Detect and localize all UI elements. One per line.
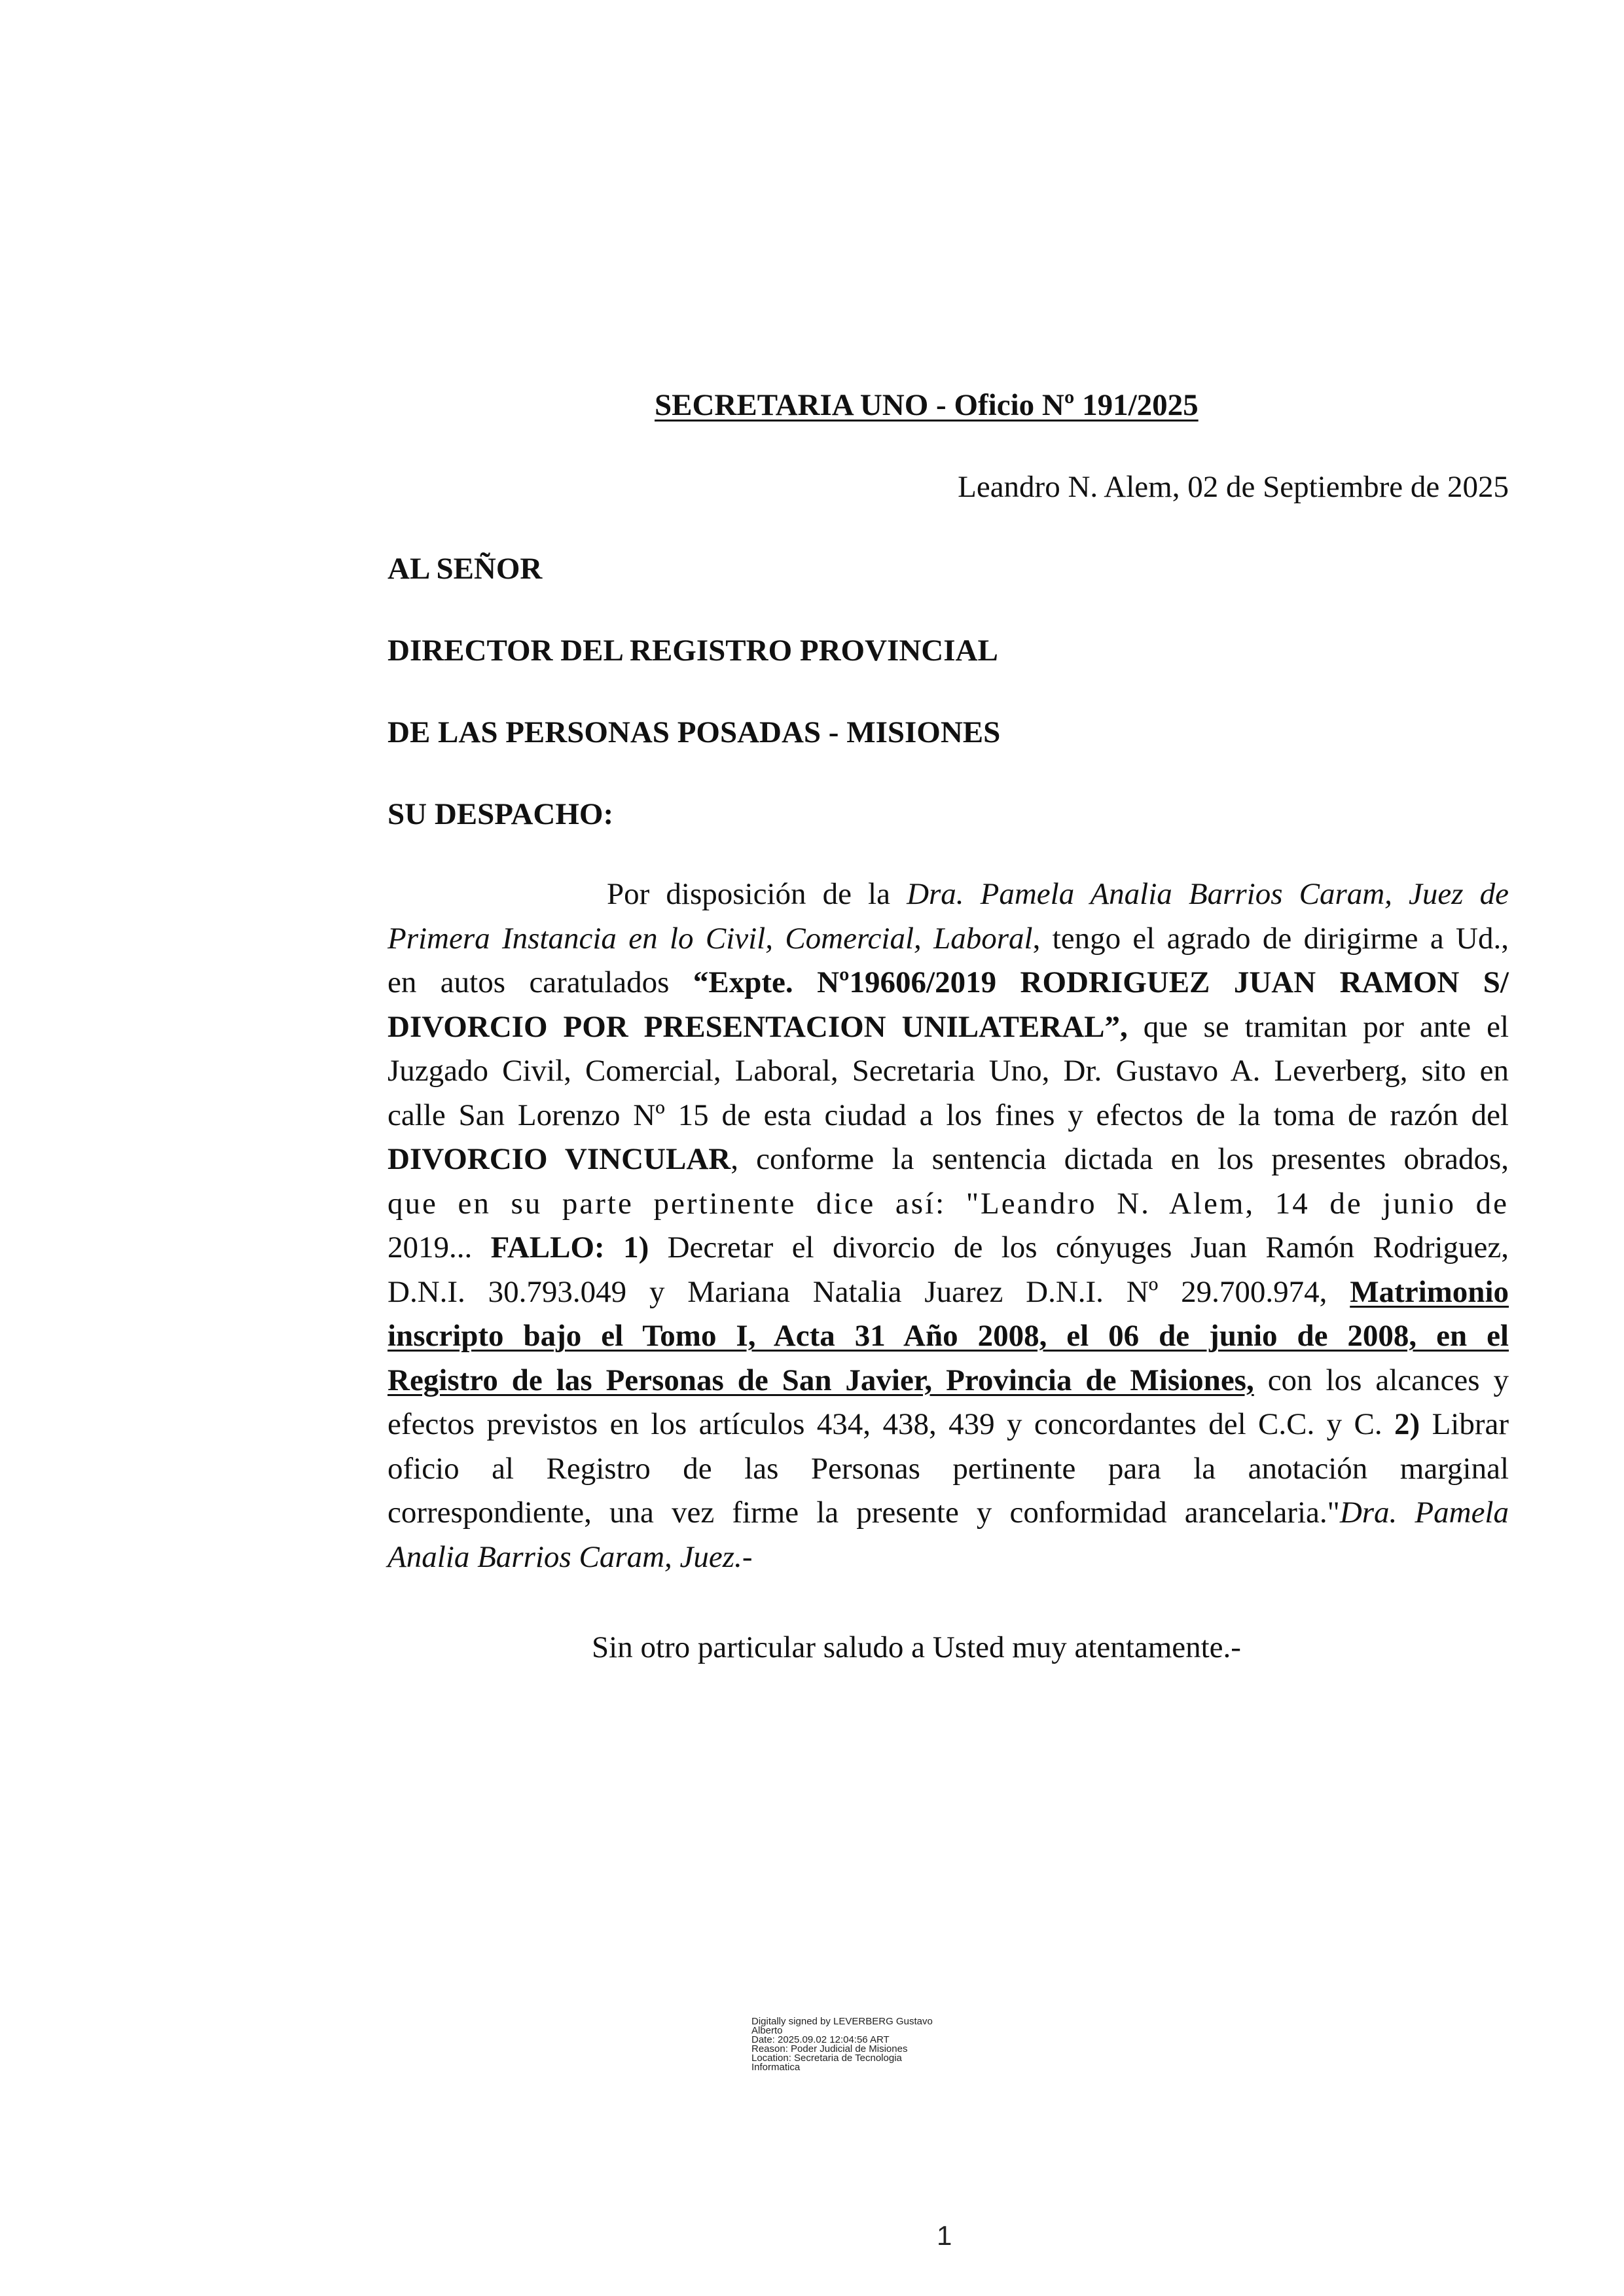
body-line: Primera Instancia en lo Civil, Comercial, Laboral, tengo el agrado de dirigirme a Ud., xyxy=(388,921,1509,956)
addressee-line-1: AL SEÑOR xyxy=(388,552,543,586)
body-line: Juzgado Civil, Comercial, Laboral, Secretaria Uno, Dr. Gustavo A. Leverberg, sito en xyxy=(388,1054,1509,1088)
addressee-line-4: SU DESPACHO: xyxy=(388,797,614,831)
body-line: oficio al Registro de las Personas pertinente para la anotación marginal xyxy=(388,1451,1509,1486)
body-line: correspondiente, una vez firme la presente y conformidad arancelaria."Dra. Pamela xyxy=(388,1496,1509,1530)
signature-line: Reason: Poder Judicial de Misiones xyxy=(751,2043,908,2054)
body-line: Por disposición de la Dra. Pamela Analia Barrios Caram, Juez de xyxy=(607,877,1509,911)
body-line: Analia Barrios Caram, Juez.- xyxy=(388,1539,753,1574)
body-line: Registro de las Personas de San Javier, Provincia de Misiones, con los alcances y xyxy=(388,1363,1509,1397)
closing-line: Sin otro particular saludo a Usted muy atentamente.- xyxy=(592,1630,1241,1664)
body-line: calle San Lorenzo Nº 15 de esta ciudad a los fines y efectos de la toma de razón del xyxy=(388,1098,1509,1132)
addressee-line-2: DIRECTOR DEL REGISTRO PROVINCIAL xyxy=(388,634,998,668)
document-title: SECRETARIA UNO - Oficio Nº 191/2025 xyxy=(655,388,1199,422)
date-line: Leandro N. Alem, 02 de Septiembre de 2025 xyxy=(958,470,1509,504)
addressee-line-3: DE LAS PERSONAS POSADAS - MISIONES xyxy=(388,715,1001,749)
body-line: D.N.I. 30.793.049 y Mariana Natalia Juarez D.N.I. Nº 29.700.974, Matrimonio xyxy=(388,1274,1509,1309)
body-line: DIVORCIO VINCULAR, conforme la sentencia dictada en los presentes obrados, xyxy=(388,1142,1509,1176)
body-line: inscripto bajo el Tomo I, Acta 31 Año 2008, el 06 de junio de 2008, en el xyxy=(388,1319,1509,1353)
signature-line: Date: 2025.09.02 12:04:56 ART xyxy=(751,2034,890,2045)
signature-line: Informatica xyxy=(751,2062,801,2073)
body-line: en autos caratulados “Expte. Nº19606/2019 RODRIGUEZ JUAN RAMON S/ xyxy=(388,965,1509,999)
body-paragraph xyxy=(388,872,1509,1579)
signature-line: Location: Secretaria de Tecnologia xyxy=(751,2053,902,2064)
signature-line: Alberto xyxy=(751,2025,783,2036)
page-number: 1 xyxy=(937,2220,952,2251)
signature-line: Digitally signed by LEVERBERG Gustavo xyxy=(751,2016,933,2027)
body-line: DIVORCIO POR PRESENTACION UNILATERAL”, que se tramitan por ante el xyxy=(388,1009,1509,1044)
body-line: efectos previstos en los artículos 434, 438, 439 y concordantes del C.C. y C. 2) Librar xyxy=(388,1407,1509,1441)
body-line: 2019... FALLO: 1) Decretar el divorcio de los cónyuges Juan Ramón Rodriguez, xyxy=(388,1230,1509,1265)
digital-signature-block xyxy=(751,2017,987,2072)
body-line: que en su parte pertinente dice así: "Leandro N. Alem, 14 de junio de xyxy=(388,1186,1509,1221)
